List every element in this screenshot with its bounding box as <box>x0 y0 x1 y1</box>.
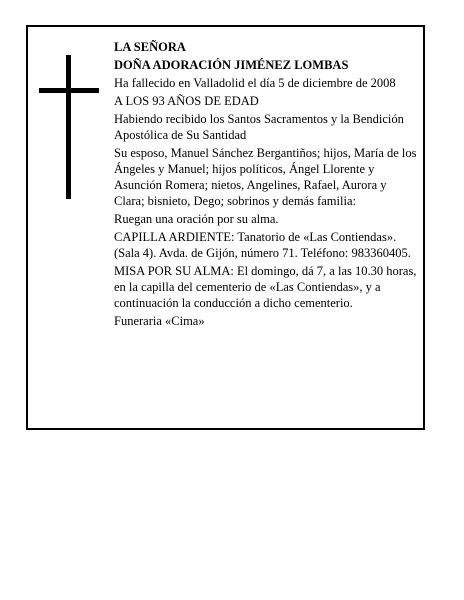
family-list: Su esposo, Manuel Sánchez Bergantiños; hijos, María de los Ángeles y Manuel; hijos políticos, Ángel Llorente y Asunción Romera; nietos, Angelines, Rafael, Aurora y Clara; bisnieto, Dego; sobrinos y demás familia: <box>114 146 417 208</box>
notice-title: LA SEÑORA <box>114 40 186 54</box>
obituary-notice <box>26 25 425 430</box>
prayer-request: Ruegan una oración por su alma. <box>114 212 279 226</box>
cross-vertical-bar <box>66 55 71 199</box>
funeral-home: Funeraria «Cima» <box>114 314 205 328</box>
deceased-name: DOÑA ADORACIÓN JIMÉNEZ LOMBAS <box>114 58 349 72</box>
death-statement: Ha fallecido en Valladolid el día 5 de diciembre de 2008 <box>114 76 396 90</box>
cross-icon <box>39 55 99 199</box>
cross-horizontal-bar <box>39 88 99 93</box>
age-statement: A LOS 93 AÑOS DE EDAD <box>114 94 259 108</box>
sacraments-statement: Habiendo recibido los Santos Sacramentos y la Bendición Apostólica de Su Santidad <box>114 112 404 142</box>
notice-text <box>114 39 420 331</box>
chapel-info: CAPILLA ARDIENTE: Tanatorio de «Las Contiendas». (Sala 4). Avda. de Gijón, número 71. Teléfono: 983360405. <box>114 230 411 260</box>
mass-info: MISA POR SU ALMA: El domingo, dá 7, a las 10.30 horas, en la capilla del cementerio de «Las Contiendas», y a continuación la conducción a dicho cementerio. <box>114 264 417 310</box>
